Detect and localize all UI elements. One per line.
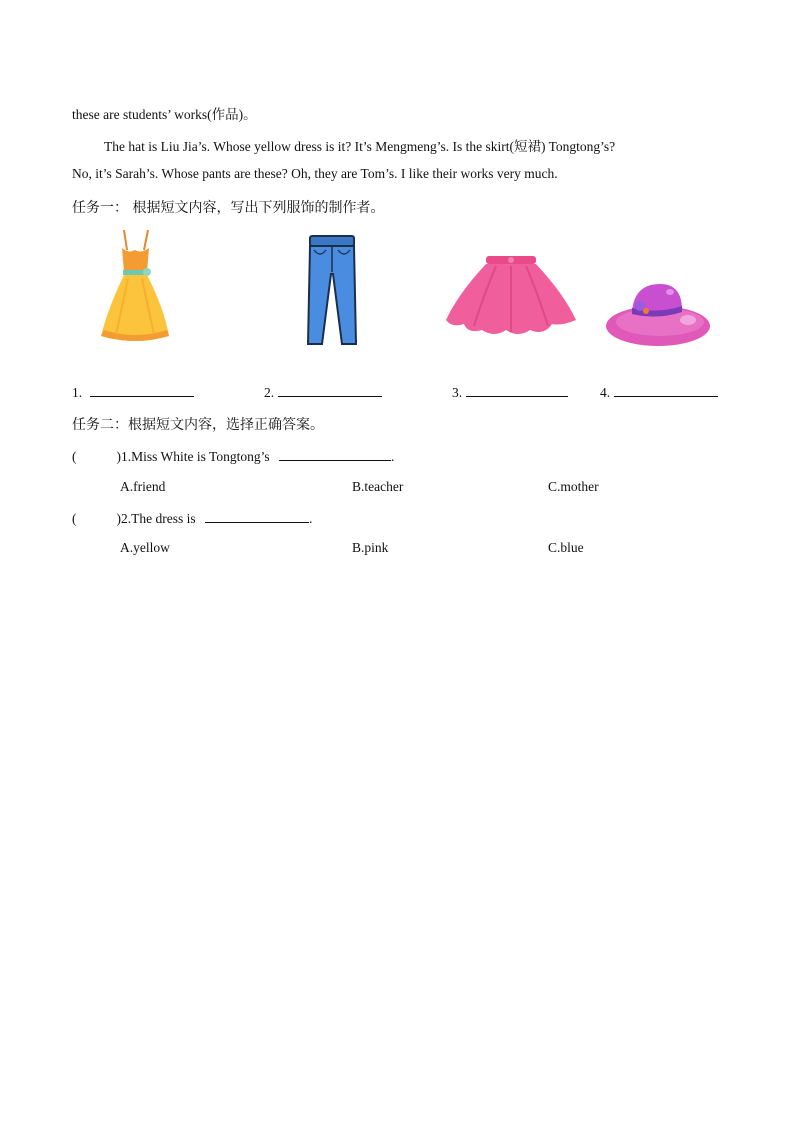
task1-item-3	[452, 384, 568, 401]
q2-option-a[interactable]: A.yellow	[120, 540, 170, 555]
question-2-text: )2.The dress is	[116, 511, 196, 526]
paren-open: (	[72, 511, 77, 526]
question-2-blank[interactable]	[205, 510, 309, 523]
task1-title: 任务一： 根据短文内容，写出下列服饰的制作者。	[72, 200, 385, 216]
question-1-suffix: .	[390, 449, 395, 464]
hat-icon	[604, 282, 712, 348]
paren-open: (	[72, 449, 77, 464]
passage-line-2: The hat is Liu Jia’s. Whose yellow dress is it? It’s Mengmeng’s. Is the skirt(短裙) Tongtong’s?	[104, 139, 616, 154]
task1-item-1	[72, 384, 194, 401]
item-number: 3.	[452, 385, 463, 400]
pants-icon	[304, 234, 360, 348]
item-number: 1.	[72, 385, 83, 400]
answer-blank-3[interactable]	[466, 384, 568, 397]
question-1-text: )1.Miss White is Tongtong’s	[116, 449, 270, 464]
skirt-icon	[444, 254, 578, 338]
task1-item-2	[264, 384, 382, 401]
q2-option-c[interactable]: C.blue	[548, 540, 584, 555]
question-1	[72, 448, 394, 465]
item-number: 2.	[264, 385, 275, 400]
answer-blank-4[interactable]	[614, 384, 718, 397]
answer-blank-1[interactable]	[90, 384, 194, 397]
q1-option-a[interactable]: A.friend	[120, 479, 166, 494]
passage-line-3: No, it’s Sarah’s. Whose pants are these? Oh, they are Tom’s. I like their works very much.	[72, 166, 558, 181]
passage-line-1: these are students’ works(作品)。	[72, 107, 257, 122]
task1-item-4	[600, 384, 718, 401]
question-1-blank[interactable]	[279, 448, 391, 461]
q1-option-c[interactable]: C.mother	[548, 479, 599, 494]
q2-option-b[interactable]: B.pink	[352, 540, 389, 555]
question-2-suffix: .	[308, 511, 313, 526]
question-2	[72, 510, 312, 527]
answer-blank-2[interactable]	[278, 384, 382, 397]
dress-icon	[98, 228, 172, 344]
task2-title: 任务二：根据短文内容，选择正确答案。	[72, 417, 324, 433]
q1-option-b[interactable]: B.teacher	[352, 479, 404, 494]
item-number: 4.	[600, 385, 611, 400]
